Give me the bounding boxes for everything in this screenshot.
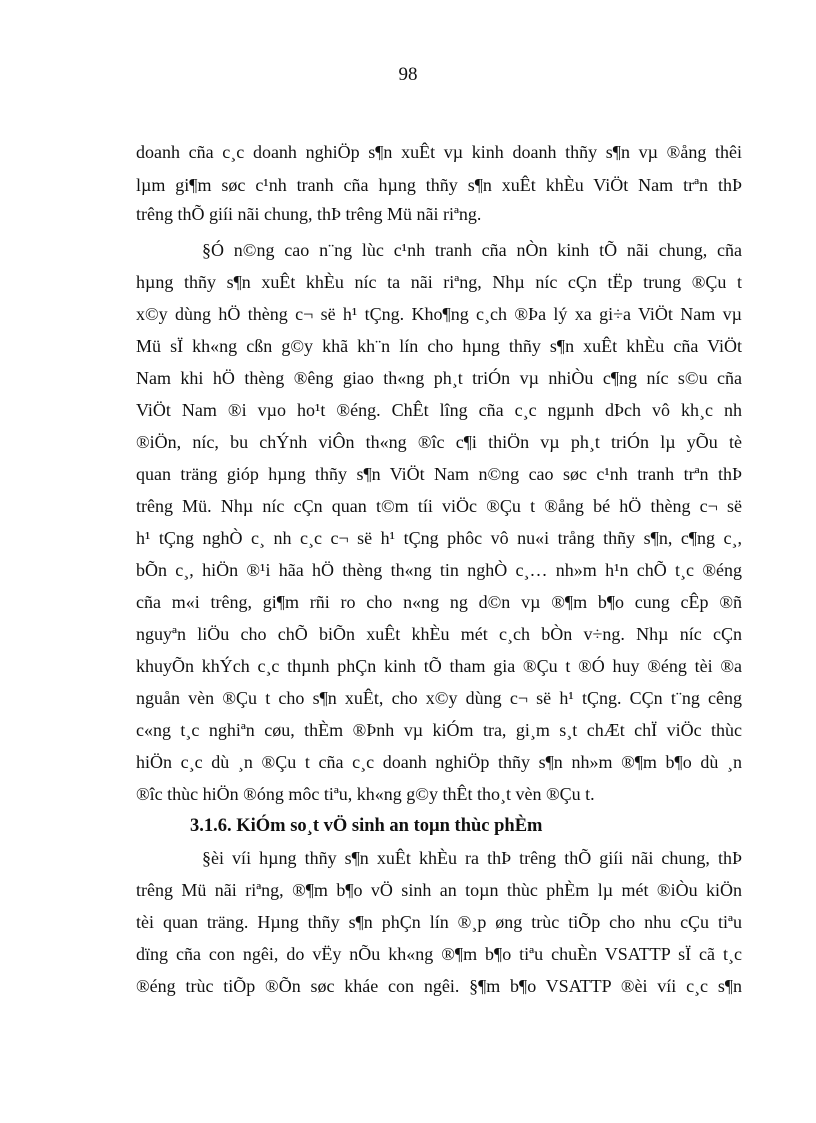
text-line: nguån vèn ®Çu t cho s¶n xuÊt, cho x©y dùng c¬ së h¹ tÇng. CÇn t¨ng cêng [136, 688, 742, 708]
text-line: ®iÖn, níc, bu chÝnh viÔn th«ng ®îc c¶i thiÖn vµ ph¸t triÓn lµ yÕu tè [136, 432, 742, 452]
text-line: c«ng t¸c nghiªn cøu, thÈm ®Þnh vµ kiÓm tra, gi¸m s¸t chÆt chÏ viÖc thùc [136, 720, 742, 740]
text-line: x©y dùng hÖ thèng c¬ së h¹ tÇng. Kho¶ng c¸ch ®Þa lý xa gi÷a ViÖt Nam vµ [136, 304, 742, 324]
text-line: bÕn c¸, hiÖn ®¹i hãa hÖ thèng th«ng tin nghÒ c¸… nh»m h¹n chÕ t¸c ®éng [136, 560, 742, 580]
text-line: trêng Mü nãi riªng, ®¶m b¶o vÖ sinh an toµn thùc phÈm lµ mét ®iÒu kiÖn [136, 880, 742, 900]
text-line: §Ó n©ng cao n¨ng lùc c¹nh tranh cña nÒn kinh tÕ nãi chung, cña [202, 240, 742, 260]
text-line: Mü sÏ kh«ng cßn g©y khã kh¨n lín cho hµng thñy s¶n xuÊt khÈu cña ViÖt [136, 336, 742, 356]
text-line: h¹ tÇng nghÒ c¸ nh c¸c c¬ së h¹ tÇng phôc vô nu«i trång thñy s¶n, c¶ng c¸, [136, 528, 742, 548]
page-number: 98 [398, 64, 418, 85]
text-line: ViÖt Nam ®i vµo ho¹t ®éng. ChÊt lîng cña c¸c ngµnh dÞch vô kh¸c nh [136, 400, 742, 420]
text-line: trêng thÕ giíi nãi chung, thÞ trêng Mü nãi riªng. [136, 204, 482, 224]
section-heading: 3.1.6. KiÓm so¸t vÖ sinh an toµn thùc phÈm [190, 816, 543, 836]
text-line: nguyªn liÖu cho chÕ biÕn xuÊt khÈu mét c¸ch bÒn v÷ng. Nhµ níc cÇn [136, 624, 742, 644]
text-line: khuyÕn khÝch c¸c thµnh phÇn kinh tÕ tham gia ®Çu t ®Ó huy ®éng tèi ®a [136, 656, 742, 676]
text-line: lµm gi¶m søc c¹nh tranh cña hµng thñy s¶n xuÊt khÈu ViÖt Nam trªn thÞ [136, 175, 742, 195]
text-line: hµng thñy s¶n xuÊt khÈu níc ta nãi riªng, Nhµ níc cÇn tËp trung ®Çu t [136, 272, 742, 292]
text-line: Nam khi hÖ thèng ®êng giao th«ng ph¸t triÓn vµ nhiÒu c¶ng níc s©u cña [136, 368, 742, 388]
text-line: trêng Mü. Nhµ níc cÇn quan t©m tíi viÖc ®Çu t ®ång bé hÖ thèng c¬ së [136, 496, 742, 516]
text-line: ®îc thùc hiÖn ®óng môc tiªu, kh«ng g©y thÊt tho¸t vèn ®Çu t. [136, 784, 595, 804]
text-line: tèi quan träng. Hµng thñy s¶n phÇn lín ®¸p øng trùc tiÕp cho nhu cÇu tiªu [136, 912, 742, 932]
text-line: §èi víi hµng thñy s¶n xuÊt khÈu ra thÞ trêng thÕ giíi nãi chung, thÞ [202, 848, 742, 868]
text-line: quan träng gióp hµng thñy s¶n ViÖt Nam n©ng cao søc c¹nh tranh trªn thÞ [136, 464, 742, 484]
text-line: doanh cña c¸c doanh nghiÖp s¶n xuÊt vµ kinh doanh thñy s¶n vµ ®ång thêi [136, 142, 742, 162]
text-line: cña m«i trêng, gi¶m rñi ro cho n«ng ng d©n vµ ®¶m b¶o cung cÊp ®ñ [136, 592, 742, 612]
text-line: dïng cña con ngêi, do vËy nÕu kh«ng ®¶m b¶o tiªu chuÈn VSATTP sÏ cã t¸c [136, 944, 742, 964]
text-line: ®éng trùc tiÕp ®Õn søc kháe con ngêi. §¶m b¶o VSATTP ®èi víi c¸c s¶n [136, 976, 742, 996]
text-line: hiÖn c¸c dù ¸n ®Çu t cña c¸c doanh nghiÖp thñy s¶n nh»m ®¶m b¶o dù ¸n [136, 752, 742, 772]
